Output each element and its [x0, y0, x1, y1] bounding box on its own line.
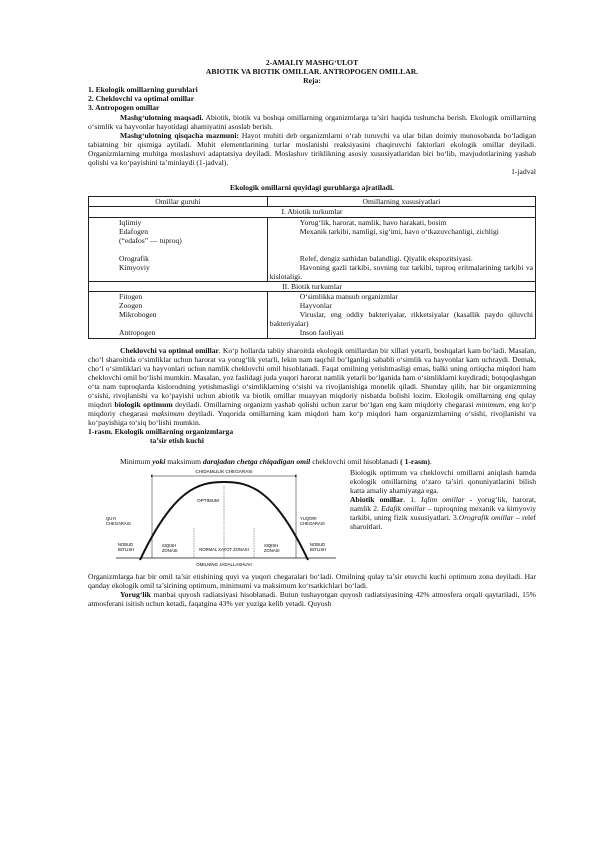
- text-span: darajadan chetga chiqadigan omil: [202, 456, 311, 466]
- table-title: Ekologik omillarni quyidagi guruhlarga ajratiladi.: [230, 183, 394, 193]
- figure-title: 1-rasm. Ekologik omillarning organizmlarga: [88, 427, 234, 437]
- limiting-factors-paragraph: [88, 346, 536, 428]
- text-span: – relef sharoitlari.: [350, 513, 536, 532]
- group-cell: Antropogen: [119, 328, 156, 338]
- plan-list: [88, 85, 536, 112]
- tolerance-curve-diagram: [104, 468, 344, 572]
- minimum-term: minimum: [476, 400, 505, 410]
- table-row: [89, 292, 536, 338]
- text-span: . Ko‘p hollarda tabiiy sharoitda ekologik omillardan bir xillari yetarli, boshqalari kam bo‘ladi. Masalan, cho‘l sharoitida o‘simliklar uchun harorat va yorug‘lik yetarli, lekin nam taqchil bo‘lganligi sababli o‘simlik va hayvonlar kam uchraydi. Demak, cho‘l o‘simliklari va hayvonlari uchun namlik cheklovchi omil hisoblanadi. Faqat omilning yetishmasligi emas, balki uning ortiqcha miqdori ham cheklovchi omil bo‘lishi mumkin. Masalan, yoz faslidagi juda yuqori harorat namlik yetarli bo‘lganida ham o‘simliklarni kuydiradi; botqoqlashgan o‘ta nam tuproqlarda kislorodning yetishmasligi o‘simliklarning o‘sishi va rivojlanishiga monelik qiladi. Shunday qilib, har bir organizmning o‘sishi, rivojlanishi va ko‘payishi uchun abiotik va biotik omillar muayyan miqdoriy nisbatda bolishi lozim. Ekologik omillarning eng qulay miqdori: [88, 345, 536, 410]
- factors-table: [88, 196, 536, 338]
- stress-left-label: SIQISH: [162, 542, 177, 548]
- table-ref: 1-jadval: [511, 167, 536, 177]
- upper-limit-label: CHEGARASI: [300, 520, 325, 526]
- figure-title-2: ta’sir etish kuchi: [150, 436, 205, 446]
- group-cell: (“edafos” — tuproq): [119, 235, 182, 245]
- feature-cell: Hayvonlar: [299, 301, 332, 311]
- feature-cell: Viruslar, eng oddiy bakteriyalar, rikketsiyalar (kasallik paydo qiluvchi bakteriyalar): [269, 310, 533, 329]
- text-span: cheklovchi omil hisoblanadi: [310, 456, 401, 466]
- optimum-label: OPTIMUM: [197, 497, 219, 503]
- abiotic-features: [267, 217, 535, 281]
- table-header-groups: Omillar guruhi: [89, 197, 268, 207]
- content-label: Mashg‘ulotning qisqacha mazmuni:: [120, 130, 239, 140]
- text-span: Orografik omillar: [458, 513, 514, 523]
- plan-item: 3. Antropogen omillar: [88, 103, 160, 113]
- group-cell: Kimyoviy: [119, 262, 150, 272]
- axis-label: OMILNING JADALLASHUVI: [196, 561, 252, 567]
- document-page: [88, 58, 536, 608]
- table-header-features: Omillarning xususiyatlari: [267, 197, 535, 207]
- text-span: Minimum: [120, 456, 153, 466]
- table-row: [89, 217, 536, 281]
- feature-cell: Relef, dengiz sathidan balandligi. Qiyalik ekspozitsiyasi.: [299, 253, 473, 263]
- content-text: Hayot muhiti deb organizmlarni o‘rab turuvchi va ular bilan doimiy munosobatda bo‘ladigan tabiatning bir qismiga aytiladi. Muhit elementlarining turlar moslanishi reaksiyasini chaqiruvchi faktorlari ekologik omillar deyiladi. Organizmlarning muhitga moslashuvi adaptatsiya deyiladi. Moslashuv tiriklikning asosiy xususiyatlaridan biri bo‘lib, mavjudotlarining yashab qolishi va ko‘payishini ta’minlaydi (1-jadval).: [88, 130, 536, 168]
- limiting-label: Cheklovchi va optimal omillar: [120, 345, 219, 355]
- lower-limit-label: CHEGARASI: [106, 520, 131, 526]
- death-left-label: BO‘LISH: [118, 546, 135, 552]
- abiotic-label: Abiotik omillar: [350, 494, 404, 504]
- plan-label: Reja:: [303, 76, 321, 86]
- limits-paragraph: Organizmlarga har bir omil ta’sir etishining quyi va yuqori chegaralari bo‘ladi. Omilning qulay ta’sir etuvchi kuchi optimum zona deyiladi. Har qanday ekologik omil ta’sirining optimum, minimumi va maksimum ko‘rsatkichlari bo‘ladi.: [88, 571, 536, 590]
- content-paragraph: [88, 131, 536, 167]
- tolerance-label: CHIDAMLILIK CHEGARASI: [195, 468, 253, 474]
- normal-zone-label: NORMAL XAYOT ZONASI: [199, 546, 249, 552]
- side-paragraph: Biologik optimum va cheklovchi omillarni aniqlash hamda ekologik omillarning o‘zaro ta’siri qonuniyatlarini bilish katta amaliy ahamiyatga ega.: [350, 467, 536, 495]
- stress-right-label: ZONASI: [264, 547, 280, 553]
- feature-cell: Yorug‘lik, harorat, namlik, havo harakati, bosim: [299, 217, 447, 227]
- feature-cell: Mexanik tarkibi, namligi, sig‘imi, havo o‘tkazuvchanligi, zichligi: [299, 226, 499, 236]
- optimum-term: biologik optimum: [114, 400, 173, 410]
- lesson-title: 2-AMALIY MASHG‘ULOT: [265, 58, 359, 67]
- biotic-groups: [89, 292, 268, 338]
- feature-cell: O‘simlikka mansub organizmlar: [299, 292, 398, 302]
- text-span: .: [429, 456, 432, 466]
- aim-label: Mashg‘ulotning maqsadi.: [120, 112, 204, 122]
- plan-item: 2. Cheklovchi va optimal omillar: [88, 94, 195, 104]
- death-right-label: BO‘LISH: [310, 546, 327, 552]
- maximum-term: maksimum: [151, 409, 185, 419]
- figure-side-text: [350, 468, 536, 532]
- text-span: deyiladi. Yuqorida omillarning kam miqdori ham ko‘p miqdori ham organizmlarning o‘sishi, rivojlanishi va ko‘payishiga to‘siq bo‘lishi mumkin.: [88, 409, 537, 428]
- upper-limit-label: YUQORI: [300, 515, 317, 521]
- stress-left-label: ZONASI: [162, 547, 178, 553]
- text-span: Edafik omillar: [381, 504, 426, 514]
- figure-block: [88, 468, 536, 572]
- figure-caption: [88, 457, 536, 466]
- light-paragraph: [88, 590, 536, 608]
- group-cell: Zoogen: [119, 301, 143, 311]
- table-header-row: [89, 197, 536, 207]
- text-span: ( 1-rasm): [400, 456, 430, 466]
- group-cell: Fitogen: [119, 292, 143, 302]
- group-cell: Iqlimiy: [119, 217, 142, 227]
- abiotic-groups: [89, 217, 268, 281]
- plan-item: 1. Ekologik omillarning guruhlari: [88, 85, 198, 95]
- lesson-subtitle: ABIOTIK VA BIOTIK OMILLAR. ANTROPOGEN OMILLAR.: [205, 67, 419, 77]
- aim-text: Abiotik, biotik va boshqa omillarning organizmlarga ta’siri haqida tushuncha berish. Ekologik omillarning o‘simlik va hayvonlar hayotidagi ahamiyatini asoslab berish.: [88, 112, 536, 131]
- stress-right-label: SIQISH: [264, 542, 279, 548]
- text-span: maksimum: [165, 456, 203, 466]
- death-right-label: NOBUD: [310, 541, 326, 547]
- text-span: manbai quyosh radiatsiyasi hisoblanadi. Butun tushayotgan quyosh radiatsiyasining 42% atmosfera orqali qaytariladi, 15% atmosferani isitish uchun ketadi, faqatgina 43% yer yuziga kelib yetadi. Quyosh: [88, 589, 536, 608]
- text-span: deyiladi. Omillarning organizm yashab qolishi uchun zarur bo‘lgan eng kam miqdoriy chegarasi: [172, 400, 477, 410]
- table-section-biotic: II. Biotik turkumlar: [89, 281, 536, 291]
- text-span: , eng ko‘p miqdoriy chegarasi: [88, 400, 536, 419]
- aim-paragraph: [88, 113, 536, 131]
- group-cell: Edafogen: [119, 226, 149, 236]
- death-left-label: NOBUD: [118, 541, 134, 547]
- feature-cell: Havoning gazli tarkibi, suvning tuz tarkibi, tuproq eritmalarining tarkibi va kislotaligi.: [269, 262, 533, 281]
- feature-cell: Inson faoliyati: [299, 328, 344, 338]
- light-label: Yorug‘lik: [120, 589, 151, 599]
- biotic-features: [267, 292, 535, 338]
- text-span: – tuproqning mexanik va kimyoviy tarkibi, uning fizik xususiyatlari. 3.: [350, 504, 536, 523]
- side-paragraph: [350, 495, 536, 531]
- group-cell: Orografik: [119, 253, 149, 263]
- text-span: yoki: [152, 456, 166, 466]
- group-cell: Mikrobogen: [119, 310, 157, 320]
- lower-limit-label: QUYI: [106, 515, 117, 521]
- table-section-abiotic: I. Abiotik turkumlar: [89, 207, 536, 217]
- text-span: - yorug‘lik, harorat, namlik 2.: [350, 494, 536, 514]
- text-span: . 1.: [403, 494, 422, 504]
- text-span: Iqlim omillar: [421, 494, 465, 504]
